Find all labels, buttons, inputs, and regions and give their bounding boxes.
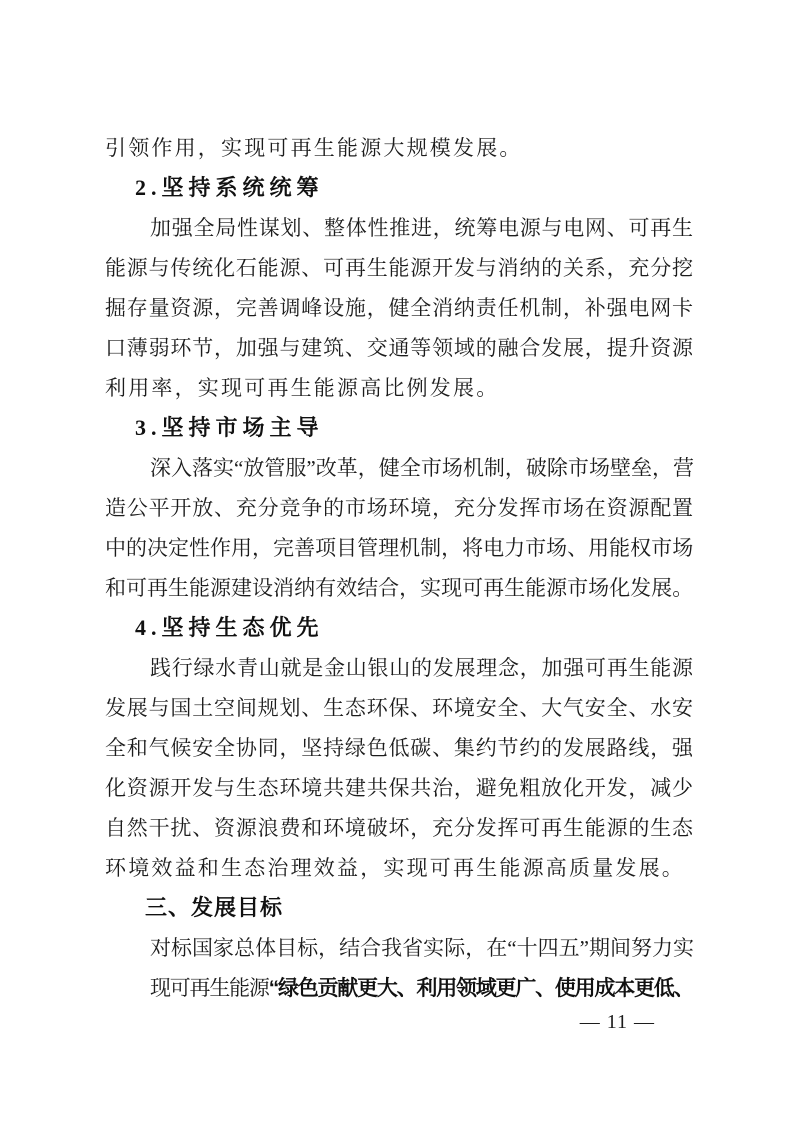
body-text-line: 掘存量资源，完善调峰设施，健全消纳责任机制，补强电网卡: [105, 296, 693, 320]
body-text-line: 全和气候安全协同，坚持绿色低碳、集约节约的发展路线，强: [105, 736, 693, 760]
body-text-line: 环境效益和生态治理效益，实现可再生能源高质量发展。: [105, 856, 685, 880]
body-text-line: 引领作用，实现可再生能源大规模发展。: [105, 136, 523, 160]
body-text-line: 自然干扰、资源浪费和环境破坏，充分发挥可再生能源的生态: [105, 816, 693, 840]
body-text-line: 化资源开发与生态环境共建共保共治，避免粗放化开发，减少: [105, 776, 693, 800]
body-text-line: 发展与国土空间规划、生态环保、环境安全、大气安全、水安: [105, 696, 693, 720]
body-text-line: 造公平开放、充分竞争的市场环境，充分发挥市场在资源配置: [105, 496, 693, 520]
body-text-bold-emphasis-segment: “绿色贡献更大、利用领域更广、使用成本更低、: [268, 977, 693, 1000]
heading-3-market-leading: 3.坚持市场主导: [135, 415, 324, 440]
heading-4-ecology-first: 4.坚持生态优先: [135, 615, 324, 640]
heading-2-system-coordination: 2.坚持系统统筹: [135, 175, 324, 200]
body-text-line: 对标国家总体目标，结合我省实际，在“十四五”期间努力实: [150, 936, 693, 960]
body-text-line: 利用率，实现可再生能源高比例发展。: [105, 376, 500, 400]
body-text-line: 中的决定性作用，完善项目管理机制，将电力市场、用能权市场: [105, 536, 693, 560]
body-text-line: 深入落实“放管服”改革，健全市场机制，破除市场壁垒，营: [150, 456, 693, 480]
body-text-regular-segment: 现可再生能源: [150, 976, 269, 1000]
page-number: — 11 —: [579, 1011, 655, 1033]
body-text-line: 口薄弱环节，加强与建筑、交通等领域的融合发展，提升资源: [105, 336, 693, 360]
body-text-line-mixed: [105, 968, 693, 1008]
body-text-line: 加强全局性谋划、整体性推进，统筹电源与电网、可再生: [150, 216, 693, 240]
body-text-line: 和可再生能源建设消纳有效结合，实现可再生能源市场化发展。: [105, 576, 693, 600]
heading-section-3-development-goals: 三、发展目标: [145, 895, 284, 920]
body-text-line: 践行绿水青山就是金山银山的发展理念，加强可再生能源: [150, 656, 693, 680]
text-block: [105, 128, 693, 1008]
body-text-line: 能源与传统化石能源、可再生能源开发与消纳的关系，充分挖: [105, 256, 693, 280]
